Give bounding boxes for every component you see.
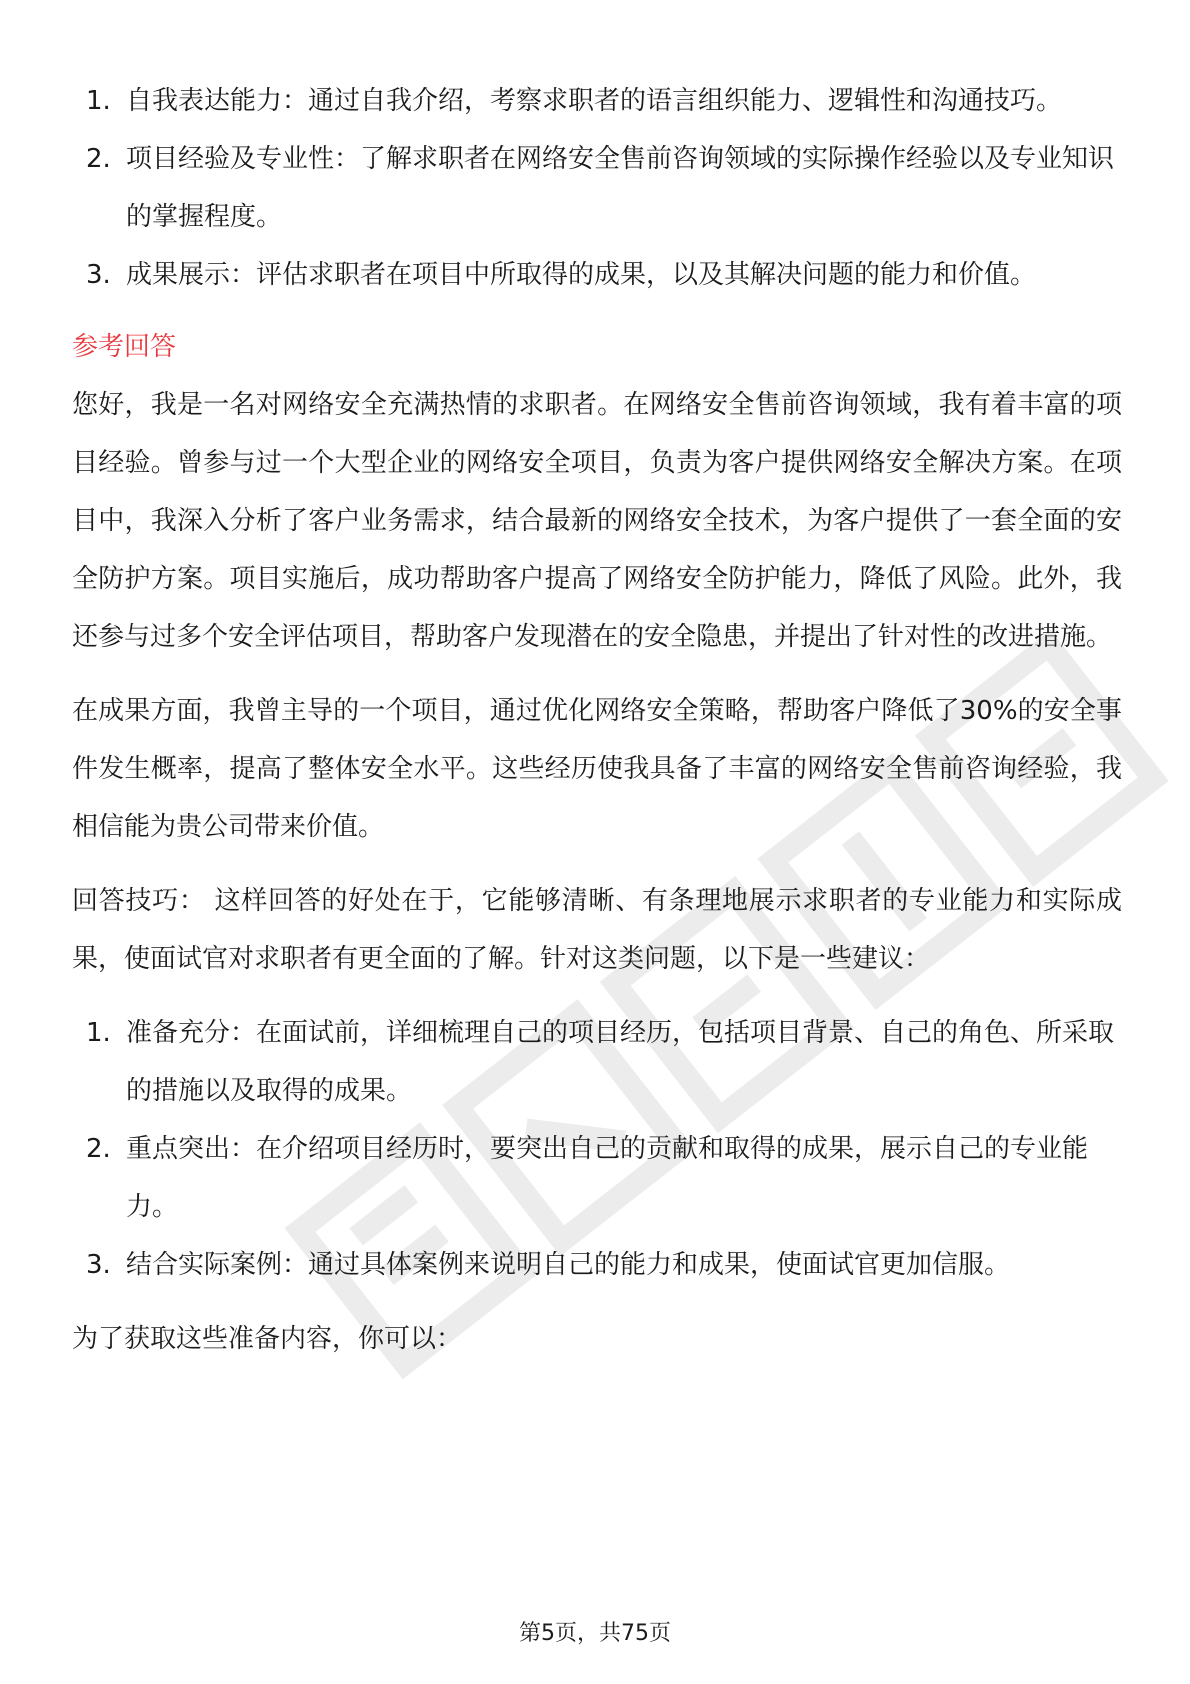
tips-list: [72, 1004, 1122, 1294]
list-item: [72, 72, 1122, 130]
achievement-paragraph: 在成果方面，我曾主导的一个项目，通过优化网络安全策略，帮助客户降低了30%的安全事件发生概率，提高了整体安全水平。这些经历使我具备了丰富的网络安全售前咨询经验，我相信能为贵公司带来价值。: [72, 696, 1122, 842]
list-text: 重点突出：在介绍项目经历时，要突出自己的贡献和取得的成果，展示自己的专业能力。: [126, 1134, 1089, 1222]
list-number: 2.: [86, 144, 111, 174]
intro-list: [72, 72, 1122, 304]
list-number: 1.: [86, 86, 111, 116]
list-number: 3.: [86, 260, 111, 290]
reference-answer-heading: 参考回答: [72, 332, 177, 362]
list-number: 1.: [86, 1018, 111, 1048]
list-item: [72, 246, 1122, 304]
list-text: 准备充分：在面试前，详细梳理自己的项目经历，包括项目背景、自己的角色、所采取的措施以及取得的成果。: [126, 1018, 1115, 1106]
list-item: [72, 130, 1122, 246]
list-item: [72, 1004, 1122, 1120]
closing-paragraph: 为了获取这些准备内容，你可以：: [72, 1324, 463, 1354]
list-number: 3.: [86, 1250, 111, 1280]
tips-intro-paragraph: 回答技巧： 这样回答的好处在于，它能够清晰、有条理地展示求职者的专业能力和实际成果，使面试官对求职者有更全面的了解。针对这类问题，以下是一些建议：: [72, 886, 1122, 974]
answer-paragraph: 您好，我是一名对网络安全充满热情的求职者。在网络安全售前咨询领域，我有着丰富的项目经验。曾参与过一个大型企业的网络安全项目，负责为客户提供网络安全解决方案。在项目中，我深入分析了客户业务需求，结合最新的网络安全技术，为客户提供了一套全面的安全防护方案。项目实施后，成功帮助客户提高了网络安全防护能力，降低了风险。此外，我还参与过多个安全评估项目，帮助客户发现潜在的安全隐患，并提出了针对性的改进措施。: [72, 390, 1122, 652]
list-text: 项目经验及专业性：了解求职者在网络安全售前咨询领域的实际操作经验以及专业知识的掌握程度。: [126, 144, 1115, 232]
list-item: [72, 1236, 1122, 1294]
page-content: [72, 72, 1122, 1368]
list-text: 成果展示：评估求职者在项目中所取得的成果，以及其解决问题的能力和价值。: [126, 260, 1037, 290]
list-text: 自我表达能力：通过自我介绍，考察求职者的语言组织能力、逻辑性和沟通技巧。: [126, 86, 1063, 116]
list-text: 结合实际案例：通过具体案例来说明自己的能力和成果，使面试官更加信服。: [126, 1250, 1011, 1280]
list-number: 2.: [86, 1134, 111, 1164]
list-item: [72, 1120, 1122, 1236]
page-number-footer: 第5页，共75页: [519, 1621, 671, 1646]
